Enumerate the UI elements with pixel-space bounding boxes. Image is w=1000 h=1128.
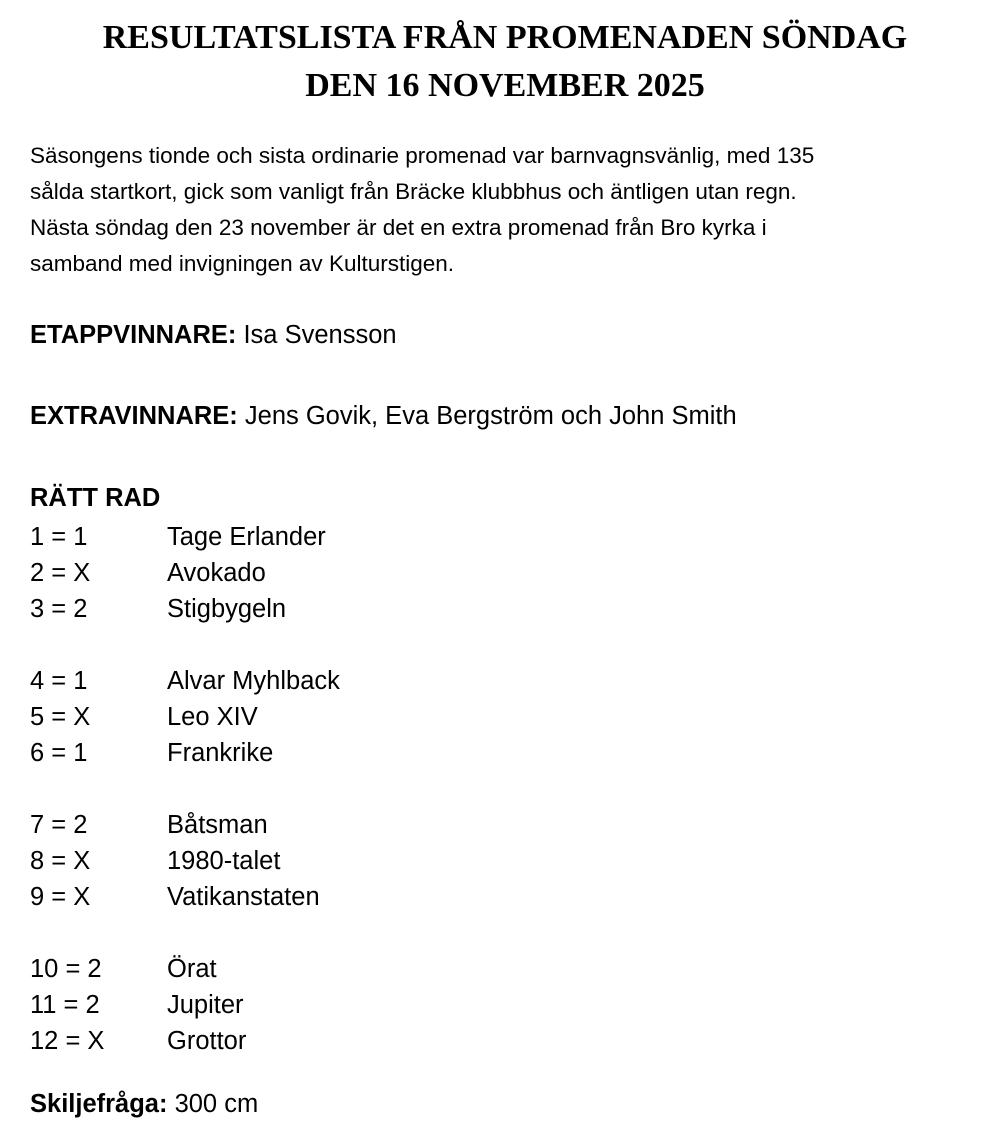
answer-text: Frankrike [167,739,274,767]
answer-text: Stigbygeln [167,595,287,623]
intro-line: Säsongens tionde och sista ordinarie promenad var barnvagnsvänlig, med 135 [30,143,815,168]
answer-text: Jupiter [167,991,244,1019]
answer-text: Båtsman [167,811,268,839]
stage-winner-name: Isa Svensson [236,321,397,349]
title-line-2: DEN 16 NOVEMBER 2025 [305,67,705,104]
intro-line: Nästa söndag den 23 november är det en extra promenad från Bro kyrka i [30,215,767,240]
extra-winners [30,398,737,434]
answer-number: 7 = 2 [30,811,88,839]
answer-number: 11 = 2 [30,991,100,1019]
answer-text: Leo XIV [167,703,258,731]
answer-text: 1980-talet [167,847,281,875]
answer-number: 12 = X [30,1027,105,1055]
answer-text: Alvar Myhlback [167,667,340,695]
document-title [0,14,1000,110]
tiebreaker [30,1086,258,1122]
answer-text: Vatikanstaten [167,883,320,911]
answer-text: Örat [167,955,217,983]
answer-number: 6 = 1 [30,739,88,767]
stage-winner-label: ETAPPVINNARE: [30,321,237,349]
answer-number: 10 = 2 [30,955,102,983]
intro-paragraph [30,138,980,282]
answer-number: 9 = X [30,883,91,911]
extra-winners-names: Jens Govik, Eva Bergström och John Smith [237,402,737,430]
intro-line: samband med invigningen av Kulturstigen. [30,251,455,276]
answer-number: 5 = X [30,703,91,731]
tiebreaker-value: 300 cm [167,1090,259,1118]
answer-text: Grottor [167,1027,247,1055]
title-line-1: RESULTATSLISTA FRÅN PROMENADEN SÖNDAG [102,19,908,56]
extra-winners-label: EXTRAVINNARE: [30,402,238,430]
answer-number: 1 = 1 [30,523,88,551]
tiebreaker-label: Skiljefråga: [30,1090,168,1118]
answer-number: 2 = X [30,559,91,587]
answer-number: 3 = 2 [30,595,88,623]
intro-line: sålda startkort, gick som vanligt från Bräcke klubbhus och äntligen utan regn. [30,179,797,204]
answer-text: Tage Erlander [167,523,326,551]
stage-winner [30,317,397,353]
answer-number: 4 = 1 [30,667,88,695]
answer-number: 8 = X [30,847,91,875]
correct-row-heading: RÄTT RAD [30,484,161,512]
answer-text: Avokado [167,559,266,587]
